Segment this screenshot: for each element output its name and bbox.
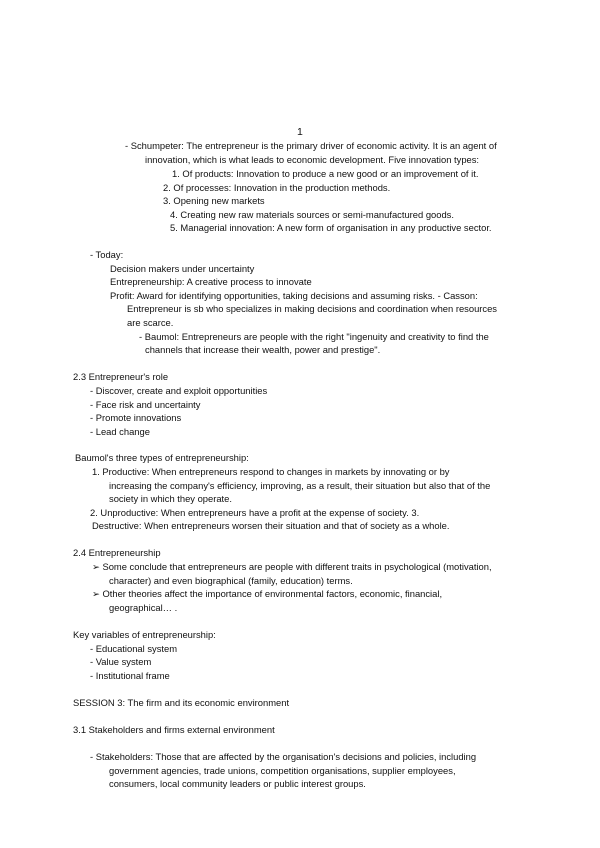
role-item: - Face risk and uncertainty (90, 399, 201, 410)
today-entrepreneurship: Entrepreneurship: A creative process to innovate (110, 276, 312, 287)
page-number: 1 (297, 126, 303, 138)
innovation-type-5: 5. Managerial innovation: A new form of organisation in any productive sector. (170, 222, 492, 233)
casson-line-1: Entrepreneur is sb who specializes in making decisions and coordination when resources (127, 303, 497, 314)
session-title: SESSION 3: The firm and its economic environment (73, 697, 290, 708)
destructive-line: Destructive: When entrepreneurs worsen their situation and that of society as a whole. (92, 520, 450, 531)
innovation-type-1: 1. Of products: Innovation to produce a new good or an improvement of it. (172, 168, 479, 179)
traits-line-1: ➢ Some conclude that entrepreneurs are people with different traits in psychological (motivation, (92, 561, 492, 572)
unproductive-line: 2. Unproductive: When entrepreneurs have a profit at the expense of society. 3. (90, 507, 420, 518)
stakeholders-line-3: consumers, local community leaders or public interest groups. (109, 778, 366, 789)
today-profit: Profit: Award for identifying opportunities, taking decisions and assuming risks. - Casson: (110, 290, 478, 301)
innovation-type-4: 4. Creating new raw materials sources or semi-manufactured goods. (170, 209, 454, 220)
key-variables-heading: Key variables of entrepreneurship: (73, 629, 216, 640)
stakeholders-line-2: government agencies, trade unions, competition organisations, supplier employees, (109, 765, 456, 776)
today-heading: - Today: (90, 249, 124, 260)
role-item: - Lead change (90, 426, 150, 437)
key-variable-item: - Educational system (90, 643, 178, 654)
baumol-line-2: channels that increase their wealth, power and prestige". (145, 344, 381, 355)
today-decision-makers: Decision makers under uncertainty (110, 263, 255, 274)
productive-line-1: 1. Productive: When entrepreneurs respond to changes in markets by innovating or by (92, 466, 450, 477)
theories-line-2: geographical… . (109, 602, 178, 613)
theories-line-1: ➢ Other theories affect the importance of environmental factors, economic, financial, (92, 588, 443, 599)
baumol-types-heading: Baumol's three types of entrepreneurship: (75, 452, 249, 463)
entrepreneurship-heading: 2.4 Entrepreneurship (73, 547, 161, 558)
role-heading: 2.3 Entrepreneur's role (73, 371, 169, 382)
schumpeter-line-1: - Schumpeter: The entrepreneur is the primary driver of economic activity. It is an agent of (125, 140, 497, 151)
session-subheading: 3.1 Stakeholders and firms external environment (73, 724, 275, 735)
role-item: - Promote innovations (90, 412, 182, 423)
schumpeter-line-2: innovation, which is what leads to economic development. Five innovation types: (145, 154, 480, 165)
innovation-type-3: 3. Opening new markets (163, 195, 265, 206)
traits-line-2: character) and even biographical (family, education) terms. (109, 575, 353, 586)
productive-line-2: increasing the company's efficiency, improving, as a result, their situation but also that of the (109, 480, 491, 491)
productive-line-3: society in which they operate. (109, 493, 232, 504)
baumol-line-1: - Baumol: Entrepreneurs are people with the right "ingenuity and creativity to find the (139, 331, 489, 342)
key-variable-item: - Institutional frame (90, 670, 170, 681)
stakeholders-line-1: - Stakeholders: Those that are affected by the organisation's decisions and policies, including (90, 751, 477, 762)
innovation-type-2: 2. Of processes: Innovation in the production methods. (163, 182, 391, 193)
role-item: - Discover, create and exploit opportunities (90, 385, 268, 396)
casson-line-2: are scarce. (127, 317, 174, 328)
key-variable-item: - Value system (90, 656, 152, 667)
